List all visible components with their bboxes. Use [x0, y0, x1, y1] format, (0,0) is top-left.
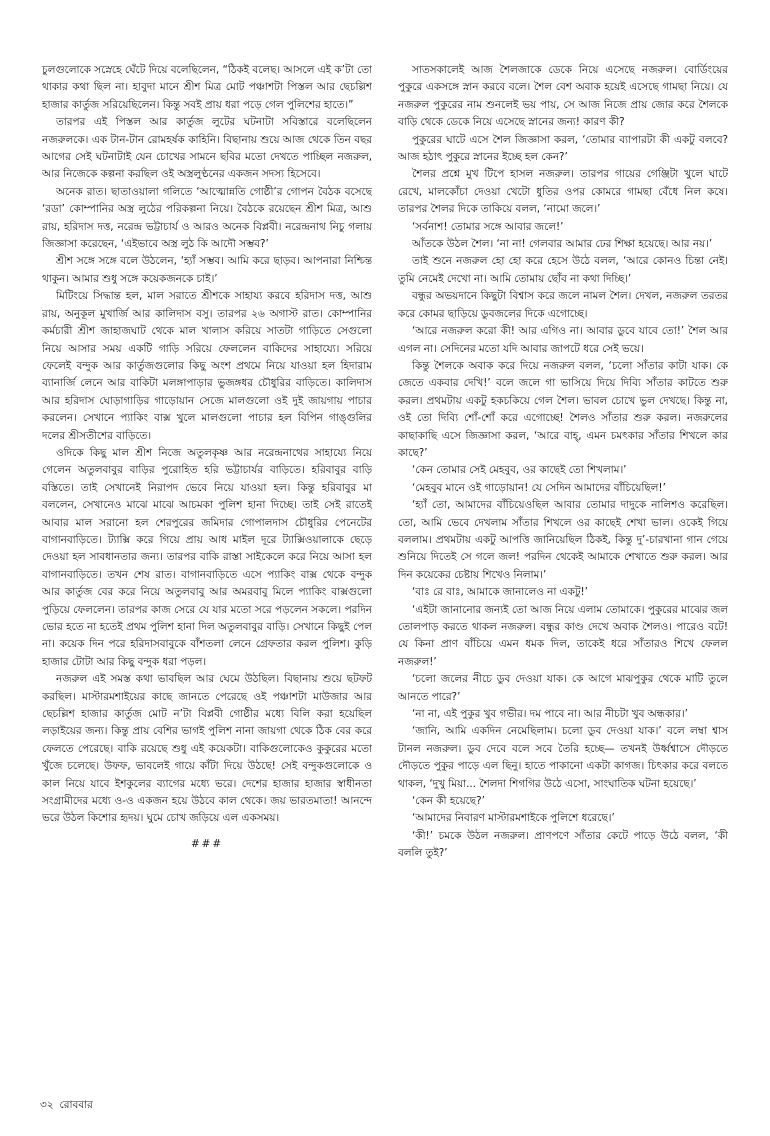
paragraph: তারপর এই পিস্তল আর কার্তুজ লুটের ঘটনাটা সবিস্তারে বলেছিলেন নজরুলকে। এক টান-টান রোমহর্ষক কাহিনি। বিছানায় শুয়ে আজ থেকে তিন বছর আগের সেই ঘটনাটাই যেন চোখের সামনে ছবির মতো দেখতে পাচ্ছিল নজরুল, আর নিজেকে কল্পনা করছিল ওই অস্ত্রলুণ্ঠনের একজন সদস্য হিসেবে।	[42, 116, 372, 181]
dialog-line: ‘কী!’ চমকে উঠল নজরুল। প্রাণপণে সাঁতার কেটে পাড়ে উঠে বলল, ‘কী বললি তুই?’	[398, 829, 728, 860]
dialog-line: ‘আমাদের নিবারণ মাস্টারমশাইকে পুলিশে ধরেছে।’	[412, 812, 615, 825]
right-text-column	[398, 62, 728, 1062]
section-name: রোববার	[59, 1099, 93, 1111]
paragraph: শৈলর প্রশ্নে মুখ টিপে হাসল নজরুল। তারপর গায়ের গেঞ্জিটা খুলে ঘাটে রেখে, মালকোঁচা দেওয়া খেটো ধুতির ওপর কোমরে গামছা বেঁধে নিল কষে। তারপর শৈলর দিকে তাকিয়ে বলল, ‘নামো জলে।’	[398, 168, 728, 216]
paragraph: চুলগুলোকে সস্নেহে ঘেঁটে দিয়ে বলেছিলেন, “ঠিকই বলেছ। আসলে এই ক’টা তো থাকার কথা ছিল না। হাবুদা মানে শ্রীশ মিত্র মোট পঞ্চাশটা পিস্তল আর ছেচল্লিশ হাজার কার্তুজ সরিয়েছিলেন। কিন্তু সবই প্রায় ধরা পড়ে গেল পুলিশের হাতে।”	[42, 64, 372, 111]
paragraph: তাই শুনে নজরুল হো হো করে হেসে উঠে বলল, ‘আরে কোনও চিন্তা নেই। তুমি নেমেই দেখো না। আমি তোমায় ছোঁব না কথা দিচ্ছি।’	[398, 255, 728, 285]
paragraph: ‘এইটা জানানোর জন্যই তো আজ নিয়ে এলাম তোমাকে। পুকুরের মাঝের জল তোলপাড় করতে থাকল নজরুল। বন্ধুর কাণ্ড দেখে অবাক শৈলও। পারেও বটে! যে কিনা প্রাণ বাঁচিয়ে এমন ধমক দিল, তাকেই ধরে সাঁতারও শিখে ফেলল নজরুল!’	[398, 603, 728, 668]
dialog-line: ‘চলো জলের নীচে ডুব দেওয়া যাক। কে আগে মাঝপুকুর থেকে মাটি তুলে আনতে পারে?’	[398, 673, 728, 703]
paragraph: ওদিকে কিছু মাল শ্রীশ নিজে অতুলকৃষ্ণ আর নরেন্দ্রনাথের সাহায্যে নিয়ে গেলেন অতুলবাবুর বাড়ির পুরোহিত হরি ভট্টাচার্যর বাড়িতে। হরিবাবুর বাড়ি বস্তিতে। তাই সেখানেই নিরাপদ ভেবে নিয়ে যাওয়া হল। কিন্তু হরিবাবুর মা বললেন, সেখানেও মাঝে মাঝে আচমকা পুলিশ হানা দিচ্ছে। তাই সেই রাতেই আবার মাল সরানো হল শেরপুরের জমিদার গোপালদাস চৌধুরির পেনেটের বাগানবাড়িতে। ট্যাক্সি করে গিয়ে প্রায় আধ মাইল দূরে ট্যাক্সিওয়ালাকে ছেড়ে দেওয়া হল সাবধানতার জন্য। তারপর বাকি রাস্তা সাইকেলে করে নিয়ে আসা হল বাগানবাড়িতে। তখন শেষ রাত। বাগানবাড়িতে এসে প্যাকিং বাক্স থেকে বন্দুক আর কার্তুজ বের করে নিয়ে অতুলবাবু আর অমরবাবু মিলে প্যাকিং বাক্সগুলো পুড়িয়ে ফেললেন। তারপর কাজ সেরে যে যার মতো সরে পড়লেন সকলে। পরদিন ভোর হতে না হতেই প্রথম পুলিশ হানা দিল অতুলবাবুর বাড়ি। সেখানে কিছুই পেল না। কয়েক দিন পরে হরিদাসবাবুকে বাঁশতলা লেনে গ্রেফতার করল পুলিশ। কুড়ি হাজার টোটা আর কিছু বন্দুক ধরা পড়ল।	[42, 446, 372, 668]
paragraph: মিটিংয়ে সিদ্ধান্ত হল, মাল সরাতে শ্রীশকে সাহায্য করবে হরিদাস দত্ত, আশু রায়, অনুকূল মুখার্জি আর কালিদাস বসু। তারপর ২৬ অগাস্ট রাত। কোম্পানির কর্মচারী শ্রীশ জাহাজঘাট থেকে মাল খালাস করিয়ে সাতটা গাড়িতে সেগুলো নিয়ে আসার সময় একটি গাড়ি সরিয়ে ফেললেন বাকিদের সাহায্যে। সরিয়ে ফেলেই বন্দুক আর কার্তুজগুলোর কিছু অংশ প্রথমে নিয়ে যাওয়া হল হিদারাম ব্যানার্জি লেনে আর বাকিটা মলঙ্গাপাড়ার ভুজঙ্গধর চৌধুরির বাড়িতে। কালিদাস আর হরিদাস ঘোড়াগাড়ির গাড়োয়ান সেজে মালগুলো ওই দুই জায়গায় পাচার করলেন। সেখানে প্যাকিং বাক্স খুলে মালগুলো পাচার হল বিপিন গাঙ্গুলির দলের শ্রীসতীশের বাড়িতে।	[42, 290, 372, 442]
dialog-line: ‘মেহবুব মানে ওই গাড়োয়ান! যে সেদিন আমাদের বাঁচিয়েছিল!’	[412, 481, 666, 494]
paragraph: ‘জানি, আমি একদিন নেমেছিলাম। চলো ডুব দেওয়া যাক।’ বলে লম্বা শ্বাস টানল নজরুল। ডুব দেবে বলে সবে তৈরি হচ্ছে— তখনই উর্ধ্বশ্বাসে দৌড়তে দৌড়তে পুকুর পাড়ে এল ছিনু। হাতে পাকানো একটা কাগজ। চিৎকার করে বলতে থাকল, ‘দুখু মিয়া... শৈলদা শিগগির উঠে এসো, সাংঘাতিক ঘটনা হয়েছে।’	[398, 725, 728, 790]
paragraph: নজরুল এই সমস্ত কথা ভাবছিল আর ঘেমে উঠছিল। বিছানায় শুয়ে ছটফট করছিল। মাস্টারমশাইয়ের কাছে জানতে পেরেছে ওই পঞ্চাশটা মাউজার আর ছেচল্লিশ হাজার কার্তুজ মোট ন’টা বিপ্লবী গোষ্ঠীর মধ্যে বিলি করা হয়েছিল লড়াইয়ের জন্য। কিন্তু প্রায় বেশির ভাগই পুলিশ নানা জায়গা থেকে ঠিক বের করে ফেলতে পেরেছে। বাকি রয়েছে শুধু এই কয়েকটা। বাকিগুলোকেও কুকুরের মতো খুঁজে চলেছে। উফফ, ভাবলেই গায়ে কাঁটা দিয়ে উঠছে! সেই বন্দুকগুলোকে ও কাল নিয়ে যাবে ইশকুলের ব্যাগের মধ্যে ভরে। দেশের হাজার হাজার স্বাধীনতা সংগ্রামীদের মধ্যে ও-ও একজন হয়ে উঠবে কাল থেকে। জয় ভারতমাতা! আনন্দে ভরে উঠল কিশোর হৃদয়। ঘুমে চোখ জড়িয়ে এল একসময়।	[42, 673, 372, 825]
paragraph: শ্রীশ সঙ্গে সঙ্গে বলে উঠলেন, ‘হ্যাঁ সম্ভব। আমি করে ছাড়ব। আপনারা নিশ্চিন্ত থাকুন। আমার শুধু সঙ্গে কয়েকজনকে চাই।’	[42, 255, 372, 285]
paragraph: অনেক রাত। ছাতাওয়ালা গলিতে ‘আত্মোন্নতি গোষ্ঠী’র গোপন বৈঠক বসেছে ‘রডা’ কোম্পানির অস্ত্র লুঠের পরিকল্পনা নিয়ে। বৈঠকে রয়েছেন শ্রীশ মিত্র, আশু রায়, হরিদাস দত্ত, নরেন্দ্র ভট্টাচার্য ও আরও অনেক বিপ্লবী। নরেন্দ্রনাথ নিচু গলায় জিজ্ঞাসা করেছেন, ‘এইভাবে অস্ত্র লুঠ কি আদৌ সম্ভব?’	[42, 185, 372, 251]
section-end-marker: ###	[190, 837, 224, 850]
dialog-line: ‘সর্বনাশ! তোমার সঙ্গে আবার জলে!’	[412, 220, 564, 233]
paragraph: সাতসকালেই আজ শৈলজাকে ডেকে নিয়ে এসেছে নজরুল। বোর্ডিংয়ের পুকুরে একসঙ্গে স্নান করবে বলে। শৈল বেশ অবাক হয়েই এসেছে গামছা নিয়ে। যে নজরুল পুকুরের নাম শুনলেই ভয় পায়, সে আজ নিজে প্রায় জোর করে শৈলকে বাড়ি থেকে ডেকে নিয়ে এসেছে স্নানের জন্য! কারণ কী?	[398, 64, 728, 129]
dialog-line: ‘কেন কী হয়েছে?’	[412, 795, 485, 808]
dialog-line: ‘বাঃ রে বাঃ, আমাকে জানালেও না একটু!’	[412, 586, 588, 599]
left-text-column	[42, 62, 372, 1062]
page-footer	[40, 1098, 93, 1112]
paragraph: আঁতকে উঠল শৈল। ‘না না! গেলবার আমার ঢের শিক্ষা হয়েছে। আর নয়।’	[412, 238, 713, 251]
dialog-line: ‘কেন তোমার সেই মেহবুব, ওর কাছেই তো শিখলাম।’	[412, 464, 627, 477]
dialog-line: ‘না না, এই পুকুর খুব গভীর। দম পাবে না। আর নীচটা খুব অন্ধকার।’	[412, 708, 688, 721]
paragraph: কিন্তু শৈলকে অবাক করে দিয়ে নজরুল বলল, ‘চলো সাঁতার কাটা যাক। কে জেতে একবার দেখি!’ বলে জলে গা ভাসিয়ে দিয়ে দিব্যি সাঁতার কাটতে শুরু করল। প্রথমটায় একটু হকচকিয়ে গেল শৈল। ভাবল চোখে ভুল দেখছে। কিন্তু না, ওই তো দিব্যি শোঁ-শোঁ করে এগোচ্ছে! শৈলও সাঁতার শুরু করল। নজরুলের কাছাকাছি এসে জিজ্ঞাসা করল, ‘আরে বাহ্, এমন চমৎকার সাঁতার শিখলে কার কাছে?’	[398, 359, 728, 459]
paragraph: ‘আরে নজরুল করো কী! আর এগিও না। আবার ডুবে যাবে তো!’ শৈল আর এগল না। সেদিনের মতো যদি আবার জাপটে ধরে সেই ভয়ে।	[398, 325, 728, 355]
paragraph: বন্ধুর অভয়দানে কিছুটা বিশ্বাস করে জলে নামল শৈল। দেখল, নজরুল তরতর করে কোমর ছাড়িয়ে ডুবজলের দিকে এগোচ্ছে।	[398, 290, 728, 320]
page-number: ৩২	[40, 1099, 54, 1111]
paragraph: পুকুরের ঘাটে এসে শৈল জিজ্ঞাসা করল, ‘তোমার ব্যাপারটা কী একটু বলবে? আজ হঠাৎ পুকুরে স্নানের ইচ্ছে হল কেন?’	[398, 133, 728, 164]
paragraph: ‘হ্যাঁ তো, আমাদের বাঁচিয়েওছিল আবার তোমার দাদুকে নালিশও করেছিল। তো, আমি ভেবে দেখলাম সাঁতার শিখলে ওর কাছেই শেখা ভাল। ওকেই গিয়ে বললাম। প্রথমটায় একটু আপত্তি জানিয়েছিল ঠিকই, কিন্তু দু’-চারখানা গান গেয়ে শুনিয়ে দিতেই সে গলে জল! পরদিন থেকেই আমাকে শেখাতে শুরু করল। আর দিন কয়েকের চেষ্টায় শিখেও নিলাম।’	[398, 499, 728, 581]
